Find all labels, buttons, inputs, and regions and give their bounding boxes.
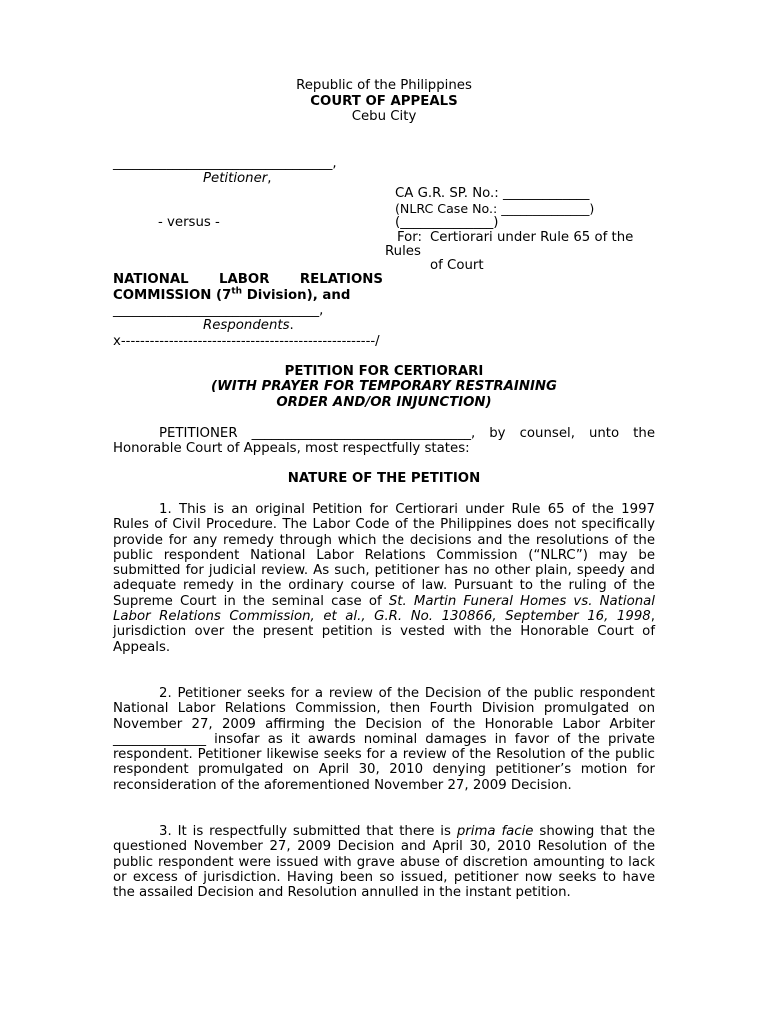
paragraph-1 xyxy=(113,502,655,655)
header-city: Cebu City xyxy=(351,109,417,124)
versus: - versus - xyxy=(158,215,220,230)
paragraph-1-case-citation: St. Martin Funeral Homes vs. National Labor Relations Commission, et al., G.R. No. 130866, September 16, 1998 xyxy=(113,593,655,625)
respondent-blank: _______________________________, xyxy=(113,303,324,318)
petitioner-blank: _________________________________, xyxy=(113,156,337,171)
petitioner-label: Petitioner xyxy=(203,171,268,186)
for-text-3: of Court xyxy=(430,258,484,273)
paragraph-2 xyxy=(113,686,655,793)
paragraph-3-prima-facie: prima facie xyxy=(456,824,534,839)
for-label: For: xyxy=(397,230,423,245)
paragraph-1-b: , jurisdiction over the present petition is vested with the Honorable Court of Appeals. xyxy=(113,609,655,655)
section-title: NATURE OF THE PETITION xyxy=(287,471,481,486)
opening-text: PETITIONER _________________________________, by counsel, unto the Honorable Court of Appeals, most respectfully states: xyxy=(113,426,655,457)
paragraph-2-text: 2. Petitioner seeks for a review of the Decision of the public respondent National Labor Relations Commission, then Fourth Division promulgated on November 27, 2009 affirming the Decision of the Honorable Labor Arbiter ______________ insofar as it awards nominal damages in favor of the private respondent. Petitioner likewise seeks for a review of the Resolution of the public respondent promulgated on April 30, 2010 denying petitioner’s motion for reconsideration of the aforementioned November 27, 2009 Decision. xyxy=(113,686,655,793)
petitioner-label-line xyxy=(203,171,271,186)
title-line-3: ORDER AND/OR INJUNCTION) xyxy=(276,395,492,410)
respondent-line-1: NATIONAL LABOR RELATIONS xyxy=(113,272,383,287)
for-text-2: Rules xyxy=(385,244,421,259)
title-line-2: (WITH PRAYER FOR TEMPORARY RESTRAINING xyxy=(211,379,557,394)
paragraph-1-a: 1. This is an original Petition for Certiorari under Rule 65 of the 1997 Rules of Civil Procedure. The Labor Code of the Philippines does not specifically provide for any remedy through which the decisions and the resolutions of the public respondent National Labor Relations Commission (“NLRC”) may be submitted for judicial review. As such, petitioner has no other plain, speedy and adequate remedy in the ordinary course of law. Pursuant to the ruling of the Supreme Court in the seminal case of xyxy=(113,502,655,609)
respondents-label-line xyxy=(203,318,294,333)
for-text-1: Certiorari under Rule 65 of the xyxy=(430,230,634,245)
respondent-line-2a: COMMISSION (7 xyxy=(113,288,232,303)
respondents-period: . xyxy=(289,318,294,333)
header-republic: Republic of the Philippines xyxy=(296,78,472,93)
nlrc-case-number: (NLRC Case No.: ______________) xyxy=(395,201,595,216)
respondent-sup: th xyxy=(231,286,243,297)
header-court: COURT OF APPEALS xyxy=(310,94,458,109)
paragraph-3-a: 3. It is respectfully submitted that there is xyxy=(159,824,457,839)
respondents-label: Respondents xyxy=(203,318,290,333)
petitioner-comma: , xyxy=(267,171,272,186)
case-number: CA G.R. SP. No.: _____________ xyxy=(395,186,590,201)
title-line-1: PETITION FOR CERTIORARI xyxy=(284,364,484,379)
nlrc-blank: (______________) xyxy=(395,215,499,230)
paragraph-3 xyxy=(113,824,655,900)
caption-separator: x-----------------------------------------------------/ xyxy=(113,334,380,349)
opening-paragraph xyxy=(113,426,655,457)
respondent-line-2 xyxy=(113,288,350,303)
paragraph-3-b: showing that the questioned November 27, 2009 Decision and April 30, 2010 Resolution of the public respondent were issued with grave abuse of discretion amounting to lack or excess of jurisdiction. Having been so issued, petitioner now seeks to have the assailed Decision and Resolution annulled in the instant petition. xyxy=(113,824,655,901)
respondent-line-2b: Division), and xyxy=(242,288,351,303)
